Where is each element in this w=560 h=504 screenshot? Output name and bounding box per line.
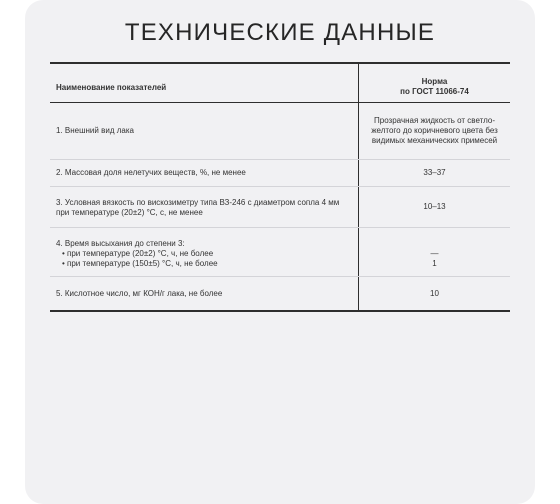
- row-5-norm: [359, 289, 510, 299]
- table-column-divider: [358, 62, 359, 312]
- row-3-norm: [359, 202, 510, 212]
- header-norm-line: Норма: [421, 77, 448, 86]
- row-3-norm-line: 10–13: [423, 202, 446, 211]
- row-4-norm: [359, 249, 510, 269]
- row-1-norm-line: видимых механических примесей: [371, 136, 498, 145]
- row-2-name: [56, 168, 356, 178]
- page-title: ТЕХНИЧЕСКИЕ ДАННЫЕ: [124, 19, 436, 46]
- row-4-name: [56, 239, 356, 269]
- row-divider: [50, 276, 510, 277]
- row-3-name-line: 3. Условная вязкость по вискозиметру типа ВЗ-246 с диаметром сопла 4 мм: [56, 198, 340, 207]
- table-header-rule: [50, 102, 510, 103]
- row-2-name-line: 2. Массовая доля нелетучих веществ, %, не менее: [56, 168, 246, 177]
- row-3-name: [56, 198, 356, 218]
- row-divider: [50, 227, 510, 228]
- row-2-norm-line: 33–37: [423, 168, 446, 177]
- row-1-name: [56, 126, 356, 136]
- header-norm: [359, 77, 510, 97]
- row-5-name: [56, 289, 356, 299]
- row-divider: [50, 186, 510, 187]
- row-5-name-line: 5. Кислотное число, мг КОН/г лака, не более: [56, 289, 223, 298]
- row-4-norm-line: 1: [432, 259, 437, 268]
- row-5-norm-line: 10: [430, 289, 439, 298]
- row-4-name-line: • при температуре (150±5) °С, ч, не более: [62, 259, 218, 268]
- header-norm-line: по ГОСТ 11066-74: [400, 87, 469, 96]
- row-1-norm-line: желтого до коричневого цвета без: [371, 126, 498, 135]
- row-4-name-line: • при температуре (20±2) °С, ч, не более: [62, 249, 214, 258]
- row-1-norm-line: Прозрачная жидкость от светло-: [374, 116, 495, 125]
- table-top-rule: [50, 62, 510, 64]
- row-1-name-line: 1. Внешний вид лака: [56, 126, 134, 135]
- row-2-norm: [359, 168, 510, 178]
- table-bottom-rule: [50, 310, 510, 312]
- row-3-name-line: при температуре (20±2) °С, с, не менее: [56, 208, 203, 217]
- row-divider: [50, 159, 510, 160]
- row-4-name-line: 4. Время высыхания до степени 3:: [56, 239, 185, 248]
- header-name: Наименование показателей: [56, 83, 167, 92]
- row-4-norm-line: —: [430, 249, 439, 258]
- spec-table: [50, 62, 510, 312]
- row-1-norm: [359, 116, 510, 146]
